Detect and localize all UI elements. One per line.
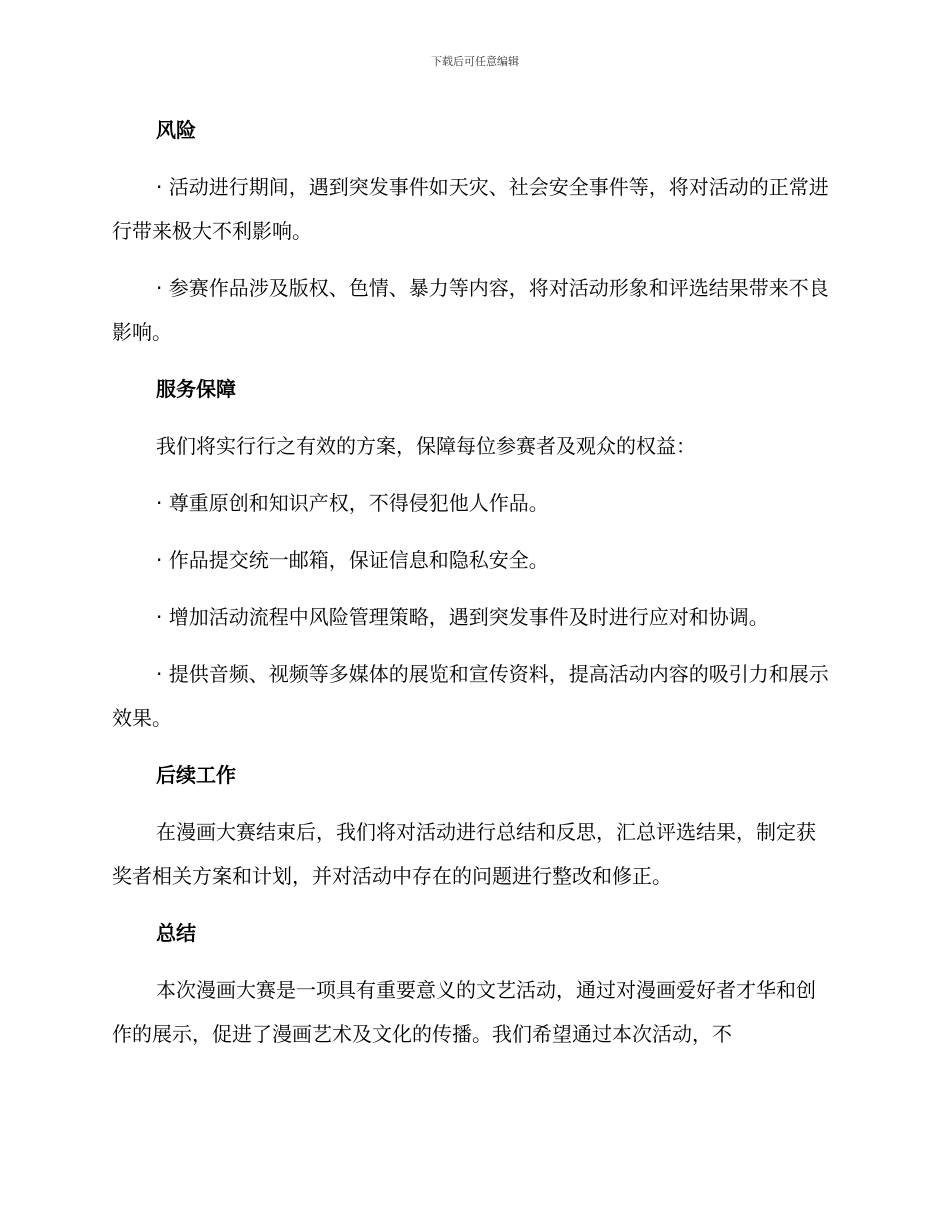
section-heading: 后续工作 bbox=[156, 763, 236, 787]
section-heading: 服务保障 bbox=[156, 377, 236, 401]
section-risk bbox=[112, 108, 832, 354]
page-header-note: 下载后可任意编辑 bbox=[431, 55, 519, 68]
section-heading: 风险 bbox=[156, 118, 196, 142]
paragraph: 在漫画大赛结束后，我们将对活动进行总结和反思，汇总评选结果，制定获奖者相关方案和计划，并对活动中存在的问题进行整改和修正。 bbox=[112, 820, 816, 888]
document-body bbox=[112, 108, 832, 1069]
paragraph: · 尊重原创和知识产权，不得侵犯他人作品。 bbox=[156, 491, 549, 515]
paragraph: · 参赛作品涉及版权、色情、暴力等内容，将对活动形象和评选结果带来不良影响。 bbox=[112, 276, 829, 344]
section-service-guarantee bbox=[112, 367, 832, 740]
paragraph: · 作品提交统一邮箱，保证信息和隐私安全。 bbox=[156, 548, 549, 572]
paragraph: · 提供音频、视频等多媒体的展览和宣传资料，提高活动内容的吸引力和展示效果。 bbox=[112, 662, 829, 730]
section-follow-up-work bbox=[112, 753, 832, 898]
section-heading: 总结 bbox=[156, 921, 196, 945]
paragraph: · 活动进行期间，遇到突发事件如天灾、社会安全事件等，将对活动的正常进行带来极大不利影响。 bbox=[112, 175, 829, 243]
section-summary bbox=[112, 911, 832, 1056]
paragraph: · 增加活动流程中风险管理策略，遇到突发事件及时进行应对和协调。 bbox=[156, 605, 769, 629]
paragraph: 我们将实行行之有效的方案，保障每位参赛者及观众的权益： bbox=[156, 434, 696, 458]
paragraph: 本次漫画大赛是一项具有重要意义的文艺活动，通过对漫画爱好者才华和创作的展示，促进了漫画艺术及文化的传播。我们希望通过本次活动，不 bbox=[112, 978, 816, 1046]
